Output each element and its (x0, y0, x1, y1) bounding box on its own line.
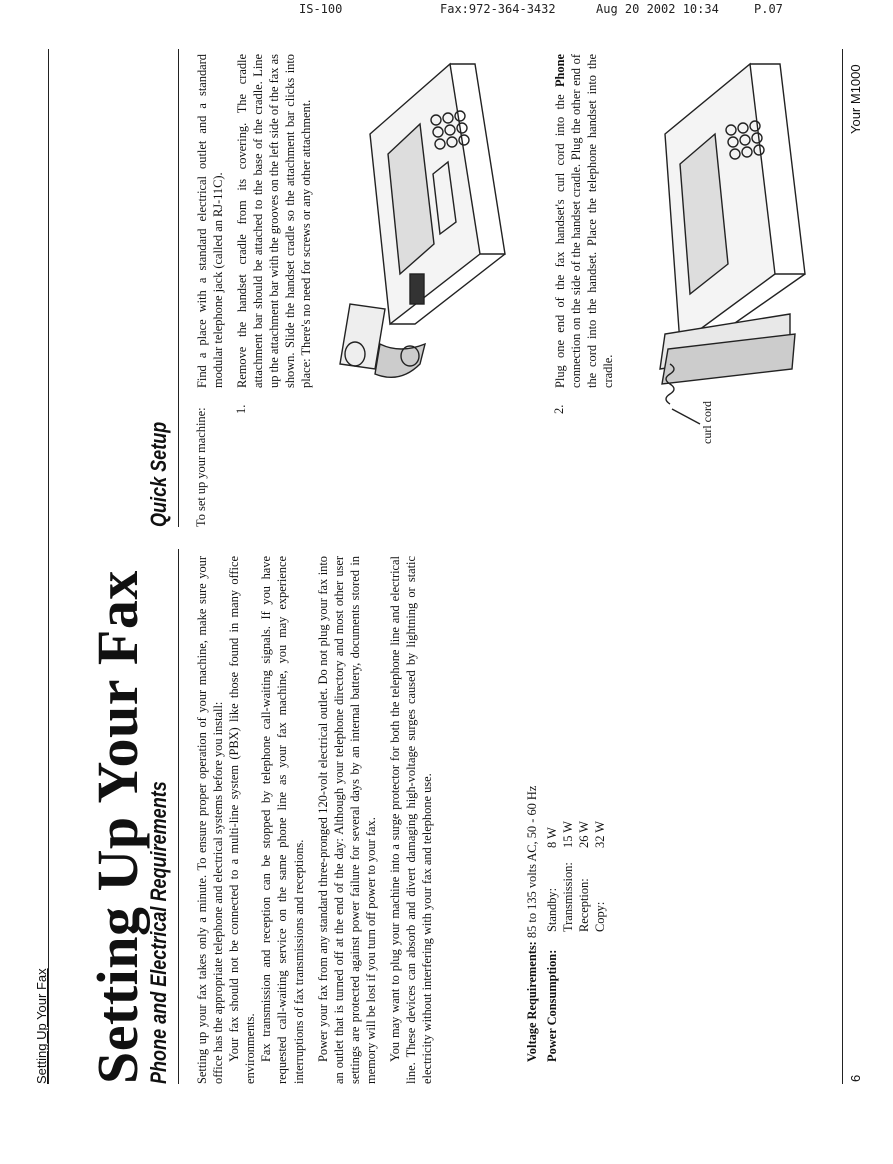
paragraph: You may want to plug your machine into a surge protector for both the telephone line and electrical line. These devices can absorb and divert damaging high-voltage surges caused by lightning or static electricity without interfering with your fax and telephone use. (388, 556, 435, 1084)
power-watts: 8 W (545, 827, 559, 848)
running-head: Setting Up Your Fax (34, 968, 49, 1084)
page-title: Setting Up Your Fax (85, 570, 150, 1084)
curl-cord-callout: curl cord (700, 401, 714, 444)
fax-header-date: Aug 20 2002 10:34 (596, 2, 719, 16)
phone-section-rule (178, 549, 179, 1084)
paragraph: Power your fax from any standard three-pronged 120-volt electrical outlet. Do not plug your fax into an outlet that is turned off at the end of the day: Although your telephone directory and most other user settings are protected against power failure for several days by an internal battery, documents stored in memory will be lost if you turn off power to your fax. (315, 556, 378, 1084)
paragraph: Setting up your fax takes only a minute. To ensure proper operation of your machine, make sure your office has the appropriate telephone and electrical systems before you install: (195, 556, 226, 1084)
step-1-text: Remove the handset cradle from its covering. The cradle attachment bar should be attached to the base of the cradle. Line up the attachment bar with the grooves on the left side of the fax as shown. Slide the handset cradle so the attachment bar clicks into place: There's no need for screws or any other attachment. (235, 54, 314, 388)
top-rule (48, 49, 49, 1084)
fax-handset-illustration (640, 54, 840, 464)
fax-header-page: P.07 (754, 2, 783, 16)
step-number: 2. (552, 404, 566, 414)
power-row (576, 821, 592, 932)
power-row (560, 821, 576, 932)
fax-header-number: Fax:972-364-3432 (440, 2, 556, 16)
voltage-label: Voltage Requirements: (525, 941, 539, 1062)
paragraph: Your fax should not be connected to a multi-line system (PBX) like those found in many office environments. (227, 556, 258, 1084)
step-number: 1. (234, 404, 248, 414)
quick-setup-intro-label: To set up your machine: (194, 407, 208, 527)
step-2-text-part: Plug one end of the fax handset's curl cord into the (553, 87, 567, 388)
phone-connection-term: Phone (553, 54, 567, 88)
quick-setup-rule (178, 49, 179, 527)
quick-setup-intro-text: Find a place with a standard electrical outlet and a standard modular telephone jack (called an RJ-11C). (195, 54, 226, 388)
power-label: Power Consumption: (545, 949, 559, 1062)
power-watts: 32 W (593, 821, 608, 848)
power-watts: 26 W (577, 821, 592, 848)
power-consumption-label (544, 950, 560, 1062)
model-name: Your M1000 (848, 64, 863, 134)
fax-header (0, 0, 893, 20)
voltage-value: 85 to 135 volts AC, 50 - 60 Hz (525, 785, 539, 939)
voltage-requirements (524, 542, 540, 1062)
quick-setup-heading: Quick Setup (146, 421, 171, 527)
fax-header-id: IS-100 (299, 2, 343, 16)
phone-section-heading: Phone and Electrical Requirements (146, 781, 171, 1084)
power-table (544, 821, 608, 932)
phone-section-body (194, 556, 435, 1084)
bottom-rule (842, 49, 843, 1084)
power-row (544, 821, 560, 932)
fax-cradle-illustration (330, 54, 540, 384)
power-mode: Transmission: (561, 862, 576, 932)
power-mode: Reception: (577, 878, 592, 932)
step-2-text (552, 54, 616, 388)
step-2-text-part: connection on the side of the handset cradle. Plug the other end of the cord into the handset. Place the telephone handset into the cradle. (569, 54, 616, 388)
page-number: 6 (848, 1074, 863, 1082)
manual-page (0, 30, 893, 1164)
power-mode: Standby: (545, 887, 559, 932)
power-row (592, 821, 608, 932)
power-mode: Copy: (593, 901, 608, 932)
paragraph: Fax transmission and reception can be stopped by telephone call-waiting signals. If you have requested call-waiting service on the same phone line as your fax machine, you may experience interruptions of fax transmissions and receptions. (259, 556, 306, 1084)
power-watts: 15 W (561, 821, 576, 848)
